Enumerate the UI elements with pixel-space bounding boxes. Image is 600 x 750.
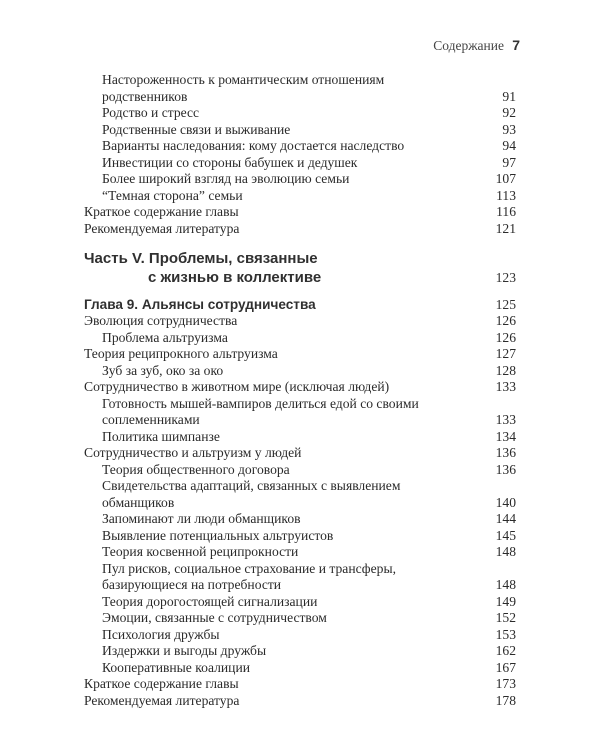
toc-entry <box>84 105 516 122</box>
toc-entry <box>84 676 516 693</box>
toc-entry-page: 128 <box>495 362 516 378</box>
toc-entry-page: 126 <box>495 329 516 345</box>
toc-entry-title: Сотрудничество и альтруизм у людей <box>84 445 302 460</box>
chapter-page: 125 <box>495 297 516 312</box>
toc-entry <box>84 610 516 627</box>
toc-entry-title: Теория дорогостоящей сигнализации <box>102 593 318 609</box>
toc-entry <box>84 155 516 172</box>
toc-entry-page: 94 <box>502 138 516 153</box>
toc-entry-page: 136 <box>495 461 516 477</box>
toc-entry-title: Варианты наследования: кому достается наследство <box>102 138 405 153</box>
spacer <box>84 287 516 296</box>
toc-entry-title: Краткое содержание главы <box>84 676 239 691</box>
toc-entry <box>84 122 516 139</box>
toc-entry-title: Инвестиции со стороны бабушек и дедушек <box>102 154 358 170</box>
toc-entry-page: 121 <box>495 220 516 236</box>
toc-entry-title: Эволюция сотрудничества <box>84 313 238 328</box>
toc-entry-title: Настороженность к романтическим отношениям родственников <box>102 72 385 104</box>
toc-entry-page: 178 <box>495 692 516 708</box>
toc-entry <box>84 462 516 479</box>
toc-chapter-heading <box>84 296 516 313</box>
toc-entry-page: 140 <box>495 494 516 510</box>
toc-entry-title: Родственные связи и выживание <box>102 121 291 137</box>
toc-entry-title: Рекомендуемая литература <box>84 692 240 708</box>
toc-entry-title: Родство и стресс <box>102 105 200 120</box>
toc-entry-title: Издержки и выгоды дружбы <box>102 643 267 658</box>
chapter-title: Глава 9. Альянсы сотрудничества <box>84 297 316 312</box>
toc-entry-title: Проблема альтруизма <box>102 329 228 345</box>
toc-part-heading <box>84 249 516 287</box>
toc-entry <box>84 660 516 677</box>
toc-entry-title: Теория косвенной реципрокности <box>102 544 299 559</box>
toc-entry <box>84 643 516 660</box>
toc-entry-title: Зуб за зуб, око за око <box>102 362 224 378</box>
toc-entry-title: Теория общественного договора <box>102 461 290 477</box>
toc-entry-title: Готовность мышей-вампиров делиться едой со своими соплеменниками <box>102 395 419 427</box>
toc-entry-title: Эмоции, связанные с сотрудничеством <box>102 610 327 625</box>
toc-entry <box>84 511 516 528</box>
toc-entry <box>84 204 516 221</box>
toc-entry <box>84 478 516 511</box>
toc-entry-page: 97 <box>502 154 516 170</box>
toc-entry-page: 152 <box>495 610 516 625</box>
toc-entry-title: Психология дружбы <box>102 626 220 642</box>
toc-entry-title: Сотрудничество в животном мире (исключая людей) <box>84 379 390 394</box>
toc-entry-page: 127 <box>495 346 516 361</box>
toc-entry-title: “Темная сторона” семьи <box>102 187 243 203</box>
toc-entry-page: 144 <box>495 511 516 526</box>
toc-entry-page: 116 <box>496 204 516 219</box>
toc-entry <box>84 693 516 710</box>
spacer <box>84 237 516 249</box>
toc-entry <box>84 544 516 561</box>
toc-entry-page: 113 <box>496 187 516 203</box>
toc-entry-page: 145 <box>495 527 516 543</box>
toc-entry-title: Выявление потенциальных альтруистов <box>102 527 334 543</box>
toc-entry <box>84 594 516 611</box>
toc-entry-page: 153 <box>495 626 516 642</box>
toc-entry-page: 148 <box>495 544 516 559</box>
toc-entry-title: Политика шимпанзе <box>102 428 220 444</box>
toc-entry-page: 133 <box>495 412 516 427</box>
toc-entry <box>84 346 516 363</box>
toc-entry <box>84 627 516 644</box>
toc-entry-page: 93 <box>502 121 516 137</box>
toc-entry <box>84 221 516 238</box>
toc-entry-title: Рекомендуемая литература <box>84 220 240 236</box>
toc-entry-title: Пул рисков, социальное страхование и трансферы, базирующиеся на потребности <box>102 560 396 592</box>
toc-entry <box>84 330 516 347</box>
header-section-title: Содержание <box>433 38 504 53</box>
toc-entry-page: 148 <box>495 577 516 592</box>
toc-entry <box>84 363 516 380</box>
toc-entry <box>84 313 516 330</box>
toc-entry-page: 173 <box>495 676 516 691</box>
toc-entry <box>84 528 516 545</box>
toc-entry <box>84 379 516 396</box>
toc-entry-page: 136 <box>495 445 516 460</box>
toc-entry-title: Краткое содержание главы <box>84 204 239 219</box>
toc-entry-page: 162 <box>495 643 516 658</box>
toc-entry-title: Теория реципрокного альтруизма <box>84 346 278 361</box>
toc-entry <box>84 445 516 462</box>
toc-entry-page: 167 <box>495 659 516 675</box>
toc-entry <box>84 561 516 594</box>
toc-entry <box>84 396 516 429</box>
toc-entry-page: 91 <box>502 88 516 104</box>
toc-entry-page: 107 <box>495 171 516 186</box>
toc-entry-page: 133 <box>495 379 516 394</box>
toc-entry-page: 134 <box>495 428 516 444</box>
toc-entry-title: Более широкий взгляд на эволюцию семьи <box>102 171 350 186</box>
toc-entry-page: 92 <box>502 105 516 120</box>
toc-entry <box>84 429 516 446</box>
toc-block-2 <box>84 313 516 709</box>
toc-entry-page: 126 <box>495 313 516 328</box>
table-of-contents <box>84 72 516 709</box>
running-header <box>0 38 600 58</box>
toc-entry <box>84 188 516 205</box>
toc-entry-title: Свидетельства адаптаций, связанных с выявлением обманщиков <box>102 478 401 510</box>
toc-entry-title: Запоминают ли люди обманщиков <box>102 511 301 526</box>
toc-block-1 <box>84 72 516 237</box>
toc-entry <box>84 72 516 105</box>
toc-entry-title: Кооперативные коалиции <box>102 659 250 675</box>
part-title-line-1: Часть V. Проблемы, связанные <box>84 250 318 267</box>
toc-entry-page: 149 <box>495 593 516 609</box>
toc-entry <box>84 171 516 188</box>
toc-entry <box>84 138 516 155</box>
page-number: 7 <box>512 37 520 53</box>
part-page: 123 <box>495 270 516 285</box>
part-title-line-2: с жизнью в коллективе <box>148 269 322 286</box>
